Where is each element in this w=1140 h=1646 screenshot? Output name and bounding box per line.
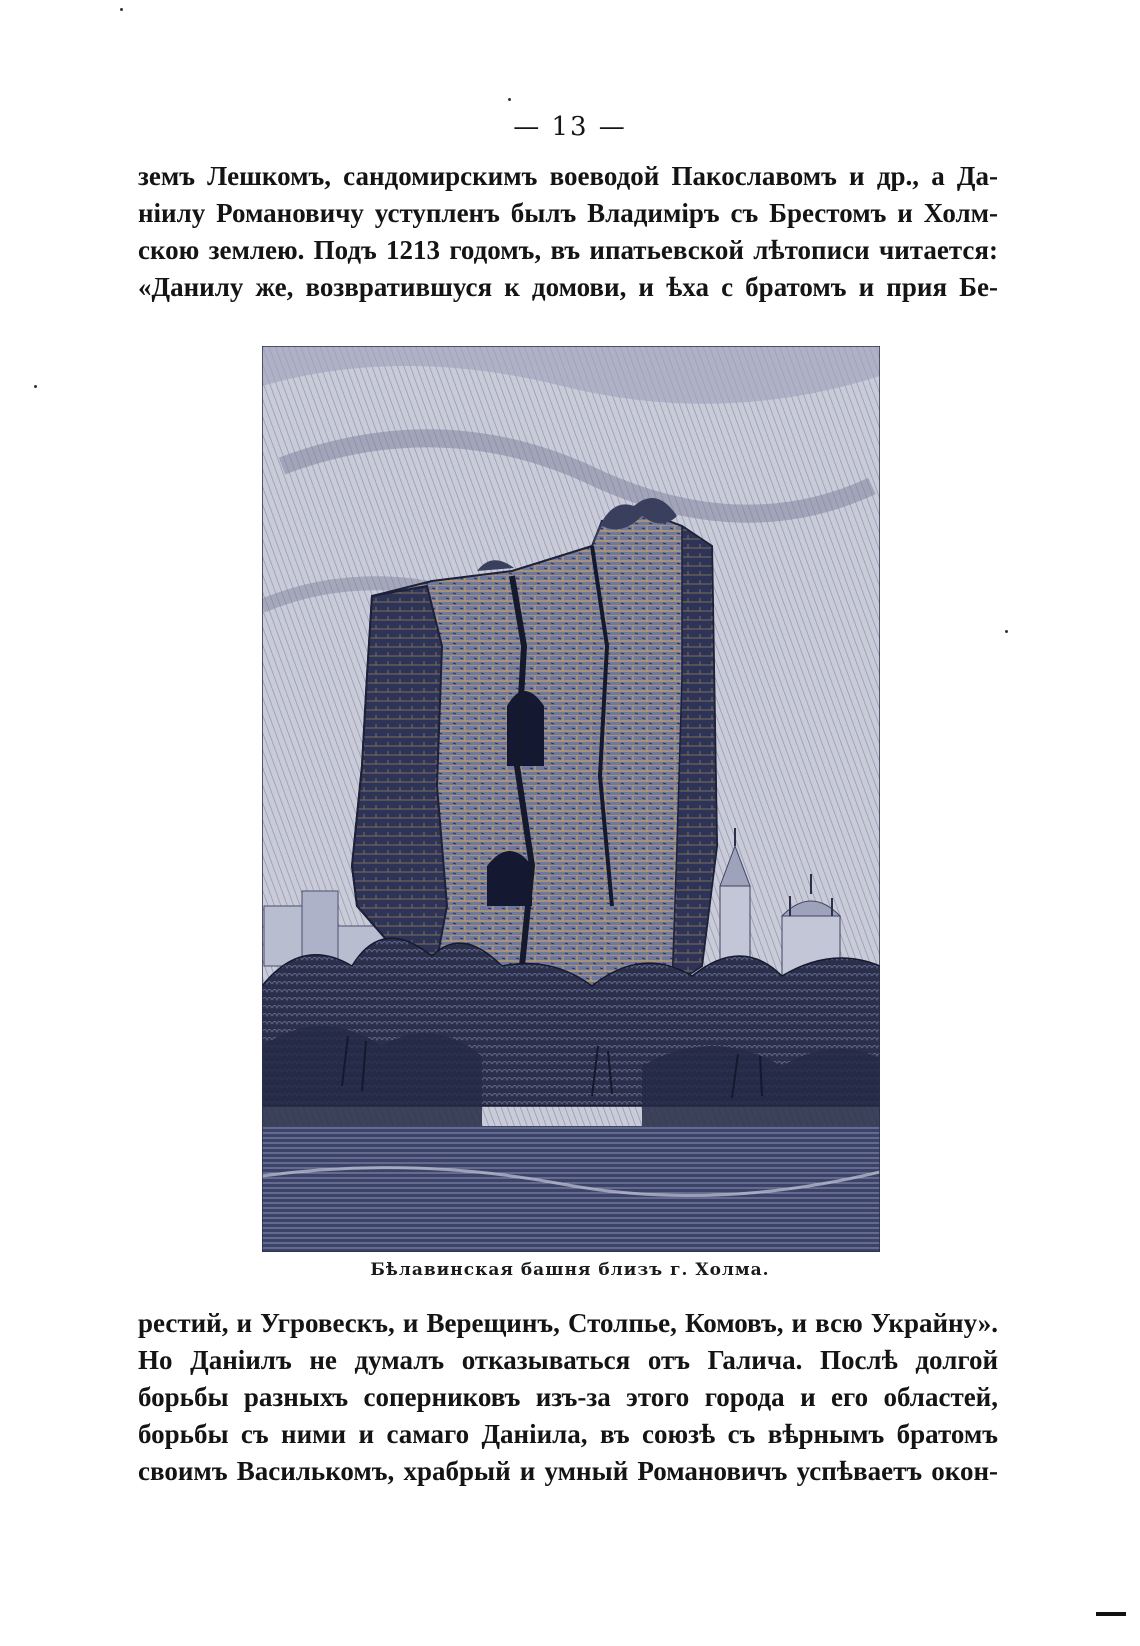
print-speck — [508, 98, 511, 101]
tower-engraving — [262, 346, 880, 1252]
text-line: скою землею. Подъ 1213 годомъ, въ ипатьевской лѣтописи читается: — [138, 235, 998, 265]
text-line: нiилу Романовичу уступленъ былъ Владимiръ съ Брестомъ и Холм- — [138, 198, 998, 228]
text-line: «Данилу же, возвратившуся к домови, и ѣха с братомъ и прия Бе- — [138, 272, 998, 302]
paragraph-top — [138, 158, 998, 306]
text-line: рестий, и Угровескъ, и Верещинъ, Столпье, Комовъ, и всю Украйну». — [138, 1308, 998, 1338]
text-line: своимъ Василькомъ, храбрый и умный Романовичъ успѣваетъ окон- — [138, 1456, 998, 1486]
text-line: Но Даніилъ не думалъ отказываться отъ Галича. Послѣ долгой — [138, 1345, 998, 1375]
print-speck — [120, 8, 123, 11]
text-line: земъ Лешкомъ, сандомирскимъ воеводой Пакославомъ и др., а Да- — [138, 161, 998, 191]
print-mark — [1096, 1612, 1126, 1616]
text-line: борьбы разныхъ соперниковъ изъ-за этого города и его областей, — [138, 1382, 998, 1412]
print-speck — [34, 385, 37, 388]
illustration-caption: Бѣлавинская башня близъ г. Холма. — [370, 1260, 770, 1280]
paragraph-bottom — [138, 1305, 998, 1490]
text-line: борьбы съ ними и самаго Даніила, въ союзѣ съ вѣрнымъ братомъ — [138, 1419, 998, 1449]
page-number: — 13 — — [513, 112, 627, 142]
print-speck — [1005, 630, 1008, 633]
